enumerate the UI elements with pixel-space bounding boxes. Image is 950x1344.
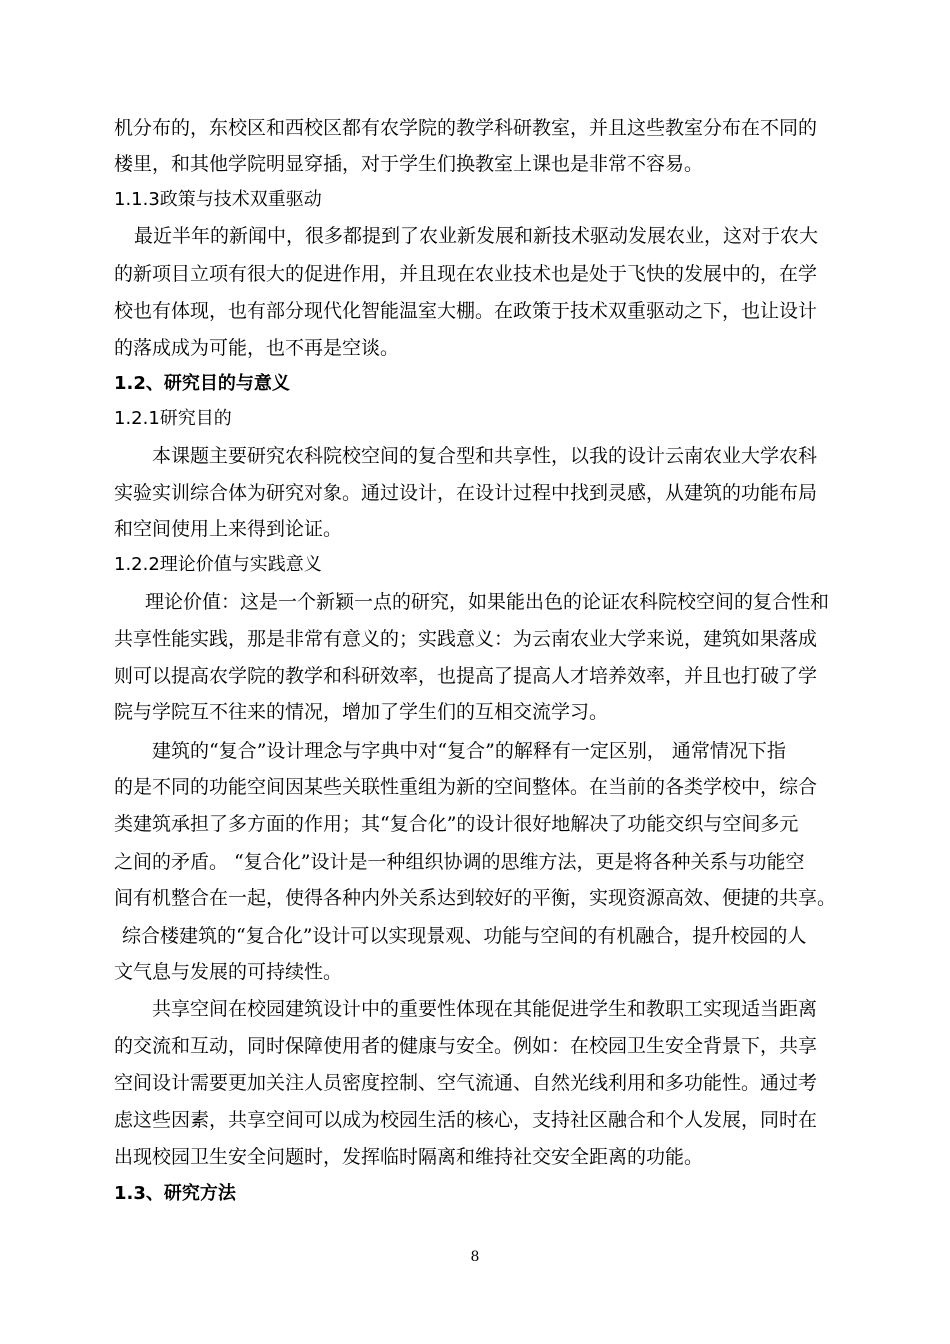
body-text-line: 院与学院互不往来的情况，增加了学生们的互相交流学习。 [114,701,609,723]
page-number: 8 [470,1249,480,1265]
body-text-line: 的交流和互动，同时保障使用者的健康与安全。例如：在校园卫生安全背景下，共享 [114,1035,818,1057]
body-text-line: 空间设计需要更加关注人员密度控制、空气流通、自然光线利用和多功能性。通过考 [114,1072,818,1094]
section-heading-1-2: 1.2、研究目的与意义 [114,373,290,394]
body-text-line: 共享性能实践，那是非常有意义的；实践意义：为云南农业大学来说，建筑如果落成 [114,628,818,650]
body-text-line: 实验实训综合体为研究对象。通过设计，在设计过程中找到灵感，从建筑的功能布局 [114,482,818,504]
paragraph-first-line: 理论价值：这是一个新颖一点的研究，如果能出色的论证农科院校空间的复合性和 [145,591,830,613]
body-text-line: 之间的矛盾。 “复合化”设计是一种组织协调的思维方法，更是将各种关系与功能空 [114,851,805,873]
body-text-line: 和空间使用上来得到论证。 [114,518,343,540]
paragraph-first-line: 共享空间在校园建筑设计中的重要性体现在其能促进学生和教职工实现适当距离 [152,998,818,1020]
body-text-line: 虑这些因素，共享空间可以成为校园生活的核心，支持社区融合和个人发展，同时在 [114,1109,818,1131]
body-text-line: 类建筑承担了多方面的作用；其“复合化”的设计很好地解决了功能交织与空间多元 [114,813,799,835]
body-text-line: 间有机整合在一起，使得各种内外关系达到较好的平衡，实现资源高效、便捷的共享。 [114,887,837,909]
paragraph-first-line: 本课题主要研究农科院校空间的复合型和共享性，以我的设计云南农业大学农科 [152,445,818,467]
body-text-line: 楼里，和其他学院明显穿插，对于学生们换教室上课也是非常不容易。 [114,153,704,175]
body-text-line: 的新项目立项有很大的促进作用，并且现在农业技术也是处于飞快的发展中的，在学 [114,263,818,285]
section-heading-1-2-2: 1.2.2理论价值与实践意义 [114,554,322,575]
body-text-line: 出现校园卫生安全问题时，发挥临时隔离和维持社交安全距离的功能。 [114,1146,704,1168]
body-text-line: 综合楼建筑的“复合化”设计可以实现景观、功能与空间的有机融合，提升校园的人 [122,925,807,947]
section-heading-1-1-3: 1.1.3政策与技术双重驱动 [114,189,322,210]
body-text-line: 的落成成为可能，也不再是空谈。 [114,337,400,359]
body-text-line: 校也有体现，也有部分现代化智能温室大棚。在政策于技术双重驱动之下，也让设计 [114,300,818,322]
body-text-line: 文气息与发展的可持续性。 [114,961,343,983]
section-heading-1-2-1: 1.2.1研究目的 [114,408,232,429]
body-text-line: 机分布的，东校区和西校区都有农学院的教学科研教室，并且这些教室分布在不同的 [114,117,818,139]
paragraph-first-line: 建筑的“复合”设计理念与字典中对“复合”的解释有一定区别， 通常情况下指 [152,740,786,762]
body-text-line: 的是不同的功能空间因某些关联性重组为新的空间整体。在当前的各类学校中，综合 [114,776,818,798]
body-text-line: 则可以提高农学院的教学和科研效率，也提高了提高人才培养效率，并且也打破了学 [114,665,818,687]
paragraph-first-line: 最近半年的新闻中，很多都提到了农业新发展和新技术驱动发展农业，这对于农大 [134,225,819,247]
section-heading-1-3: 1.3、研究方法 [114,1183,236,1204]
